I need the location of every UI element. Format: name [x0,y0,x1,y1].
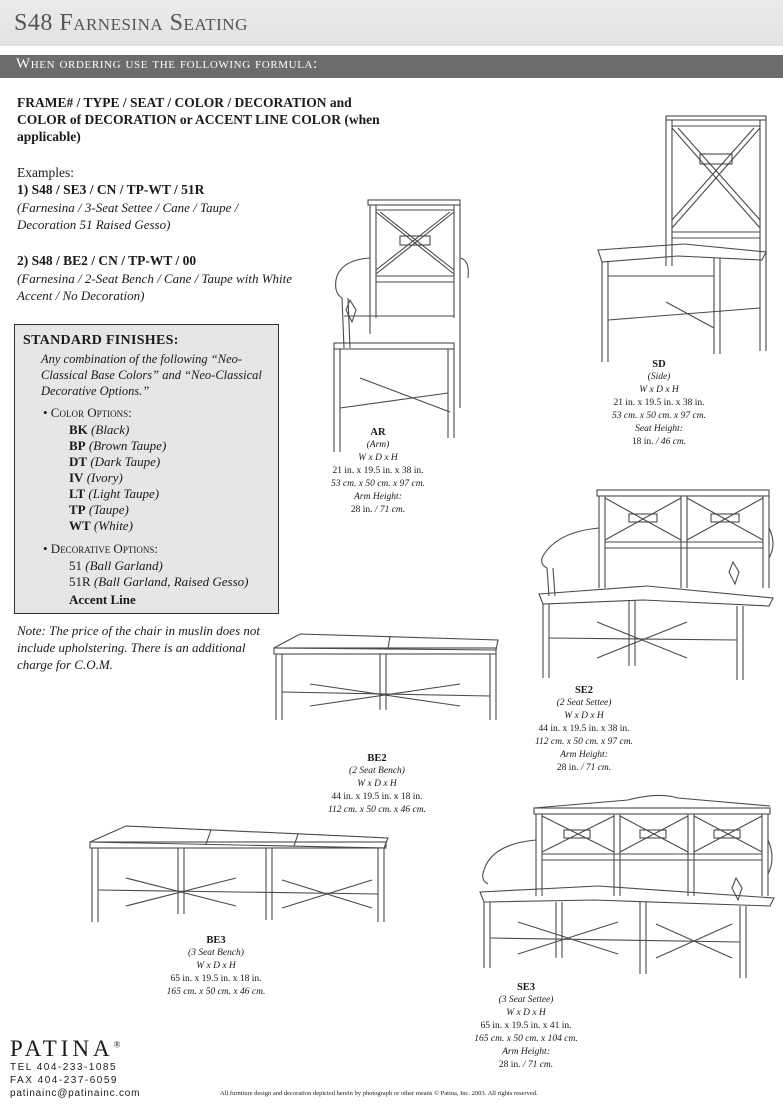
decor-code: 51 [69,558,82,573]
color-name: (Light Taupe) [88,486,160,501]
arm-height-inches: 28 in. [498,1060,521,1070]
seat-height-inches: 18 in. [631,437,654,447]
list-item [69,592,248,608]
dimensions-label: W x D x H [358,453,398,463]
upholstery-note: Note: The price of the chair in muslin does not include upholstering. There is an additional charge for C.O.M. [17,623,261,672]
se3-spec [451,981,601,1072]
color-name: (Dark Taupe) [90,454,161,469]
decor-code: Accent Line [69,592,136,607]
dimensions-inches: 21 in. x 19.5 in. x 38 in. [332,466,424,476]
dimensions-inches: 65 in. x 19.5 in. x 41 in. [480,1021,572,1031]
order-formula-bar [0,55,783,78]
page-title: S48 Farnesina Seating [14,10,248,36]
color-code: IV [69,470,84,485]
examples-label: Examples: [17,165,74,180]
dimensions-cm: 53 cm. x 50 cm. x 97 cm. [612,411,706,421]
color-code: BP [69,438,86,453]
arm-height-cm: / 71 cm. [520,1060,554,1070]
be3-spec [141,934,291,999]
dimensions-inches: 44 in. x 19.5 in. x 18 in. [331,792,423,802]
product-type: (3 Seat Bench) [188,948,244,958]
decorative-options-heading: • Decorative Options: [43,541,158,556]
registered-mark: ® [113,1039,125,1050]
color-code: WT [69,518,91,533]
seat-height-label: Seat Height: [635,424,683,434]
standard-finishes-box [14,324,279,614]
color-options-list [69,422,166,534]
arm-chair-drawing [330,198,470,453]
arm-height-cm: / 71 cm. [578,763,612,773]
list-item [69,486,166,502]
fax-number: FAX 404-237-6059 [10,1075,118,1086]
example-1-description: (Farnesina / 3-Seat Settee / Cane / Taupe / Decoration 51 Raised Gesso) [17,200,239,232]
example-2-code: 2) S48 / BE2 / CN / TP-WT / 00 [17,253,197,268]
color-name: (White) [93,518,133,533]
decor-name: (Ball Garland, Raised Gesso) [93,574,249,589]
arm-height-value [509,762,659,775]
logo-text: PATINA [10,1036,114,1061]
three-seat-bench-drawing [86,824,396,924]
example-2-description: (Farnesina / 2-Seat Bench / Cane / Taupe with White Accent / No Decoration) [17,271,293,303]
dimensions-cm: 112 cm. x 50 cm. x 46 cm. [328,805,426,815]
seat-height-value [584,436,734,449]
dimensions-inches: 21 in. x 19.5 in. x 38 in. [613,398,705,408]
standard-finishes-note: Any combination of the following “Neo-Classical Base Colors” and “Neo-Classical Decorative Options.” [41,352,262,398]
ar-spec [303,426,453,517]
se2-spec [509,684,659,775]
side-chair-drawing [594,116,774,366]
product-type: (3 Seat Settee) [498,995,554,1005]
dimensions-label: W x D x H [506,1008,546,1018]
order-formula-heading: When ordering use the following formula: [16,56,318,72]
copyright-notice: All furniture design and decoration depicted herein by photograph or other means © Patina, Inc. 2003. All rights reserved. [220,1090,538,1097]
list-item [69,502,166,518]
dimensions-cm: 165 cm. x 50 cm. x 104 cm. [474,1034,578,1044]
decor-code: 51R [69,574,91,589]
seat-height-cm: / 46 cm. [653,437,687,447]
dimensions-cm: 165 cm. x 50 cm. x 46 cm. [166,987,266,997]
arm-height-label: Arm Height: [560,750,608,760]
order-formula: FRAME# / TYPE / SEAT / COLOR / DECORATION and COLOR of DECORATION or ACCENT LINE COLOR (when applicable) [17,95,380,144]
product-code: AR [370,427,386,438]
dimensions-label: W x D x H [357,779,397,789]
patina-logo [10,1036,125,1062]
product-type: (2 Seat Settee) [556,698,612,708]
title-bar [0,0,783,46]
list-item [69,438,166,454]
sd-spec [584,358,734,449]
product-type: (Side) [647,372,671,382]
phone-number: TEL 404-233-1085 [10,1062,118,1073]
list-item [69,470,166,486]
list-item [69,518,166,534]
color-name: (Taupe) [88,502,129,517]
dimensions-cm: 112 cm. x 50 cm. x 97 cm. [535,737,633,747]
product-code: BE2 [367,753,387,764]
standard-finishes-heading: STANDARD FINISHES: [23,333,179,348]
product-type: (2 Seat Bench) [349,766,405,776]
color-name: (Ivory) [86,470,123,485]
two-seat-settee-drawing [537,488,777,683]
product-code: SD [652,359,666,370]
color-code: TP [69,502,86,517]
decorative-options-list [69,558,248,608]
dimensions-cm: 53 cm. x 50 cm. x 97 cm. [331,479,425,489]
color-code: BK [69,422,88,437]
list-item [69,422,166,438]
color-code: LT [69,486,86,501]
list-item [69,574,248,590]
arm-height-label: Arm Height: [354,492,402,502]
dimensions-label: W x D x H [639,385,679,395]
arm-height-label: Arm Height: [502,1047,550,1057]
two-seat-bench-drawing [270,632,505,722]
email-link[interactable]: patinainc@patinainc.com [10,1088,141,1099]
dimensions-inches: 44 in. x 19.5 in. x 38 in. [538,724,630,734]
dimensions-label: W x D x H [564,711,604,721]
arm-height-cm: / 71 cm. [372,505,406,515]
list-item [69,454,166,470]
color-code: DT [69,454,88,469]
arm-height-value [451,1059,601,1072]
arm-height-inches: 28 in. [556,763,579,773]
be2-spec [302,752,452,817]
example-1-code: 1) S48 / SE3 / CN / TP-WT / 51R [17,182,205,197]
product-code: SE2 [574,685,594,696]
list-item [69,558,248,574]
dimensions-label: W x D x H [196,961,236,971]
decor-name: (Ball Garland) [85,558,163,573]
three-seat-settee-drawing [478,796,778,981]
product-code: SE3 [516,982,536,993]
color-name: (Brown Taupe) [88,438,167,453]
product-code: BE3 [206,935,226,946]
color-options-heading: • Color Options: [43,405,132,420]
arm-height-value [303,504,453,517]
arm-height-inches: 28 in. [350,505,373,515]
dimensions-inches: 65 in. x 19.5 in. x 18 in. [170,974,262,984]
color-name: (Black) [91,422,130,437]
product-type: (Arm) [366,440,390,450]
